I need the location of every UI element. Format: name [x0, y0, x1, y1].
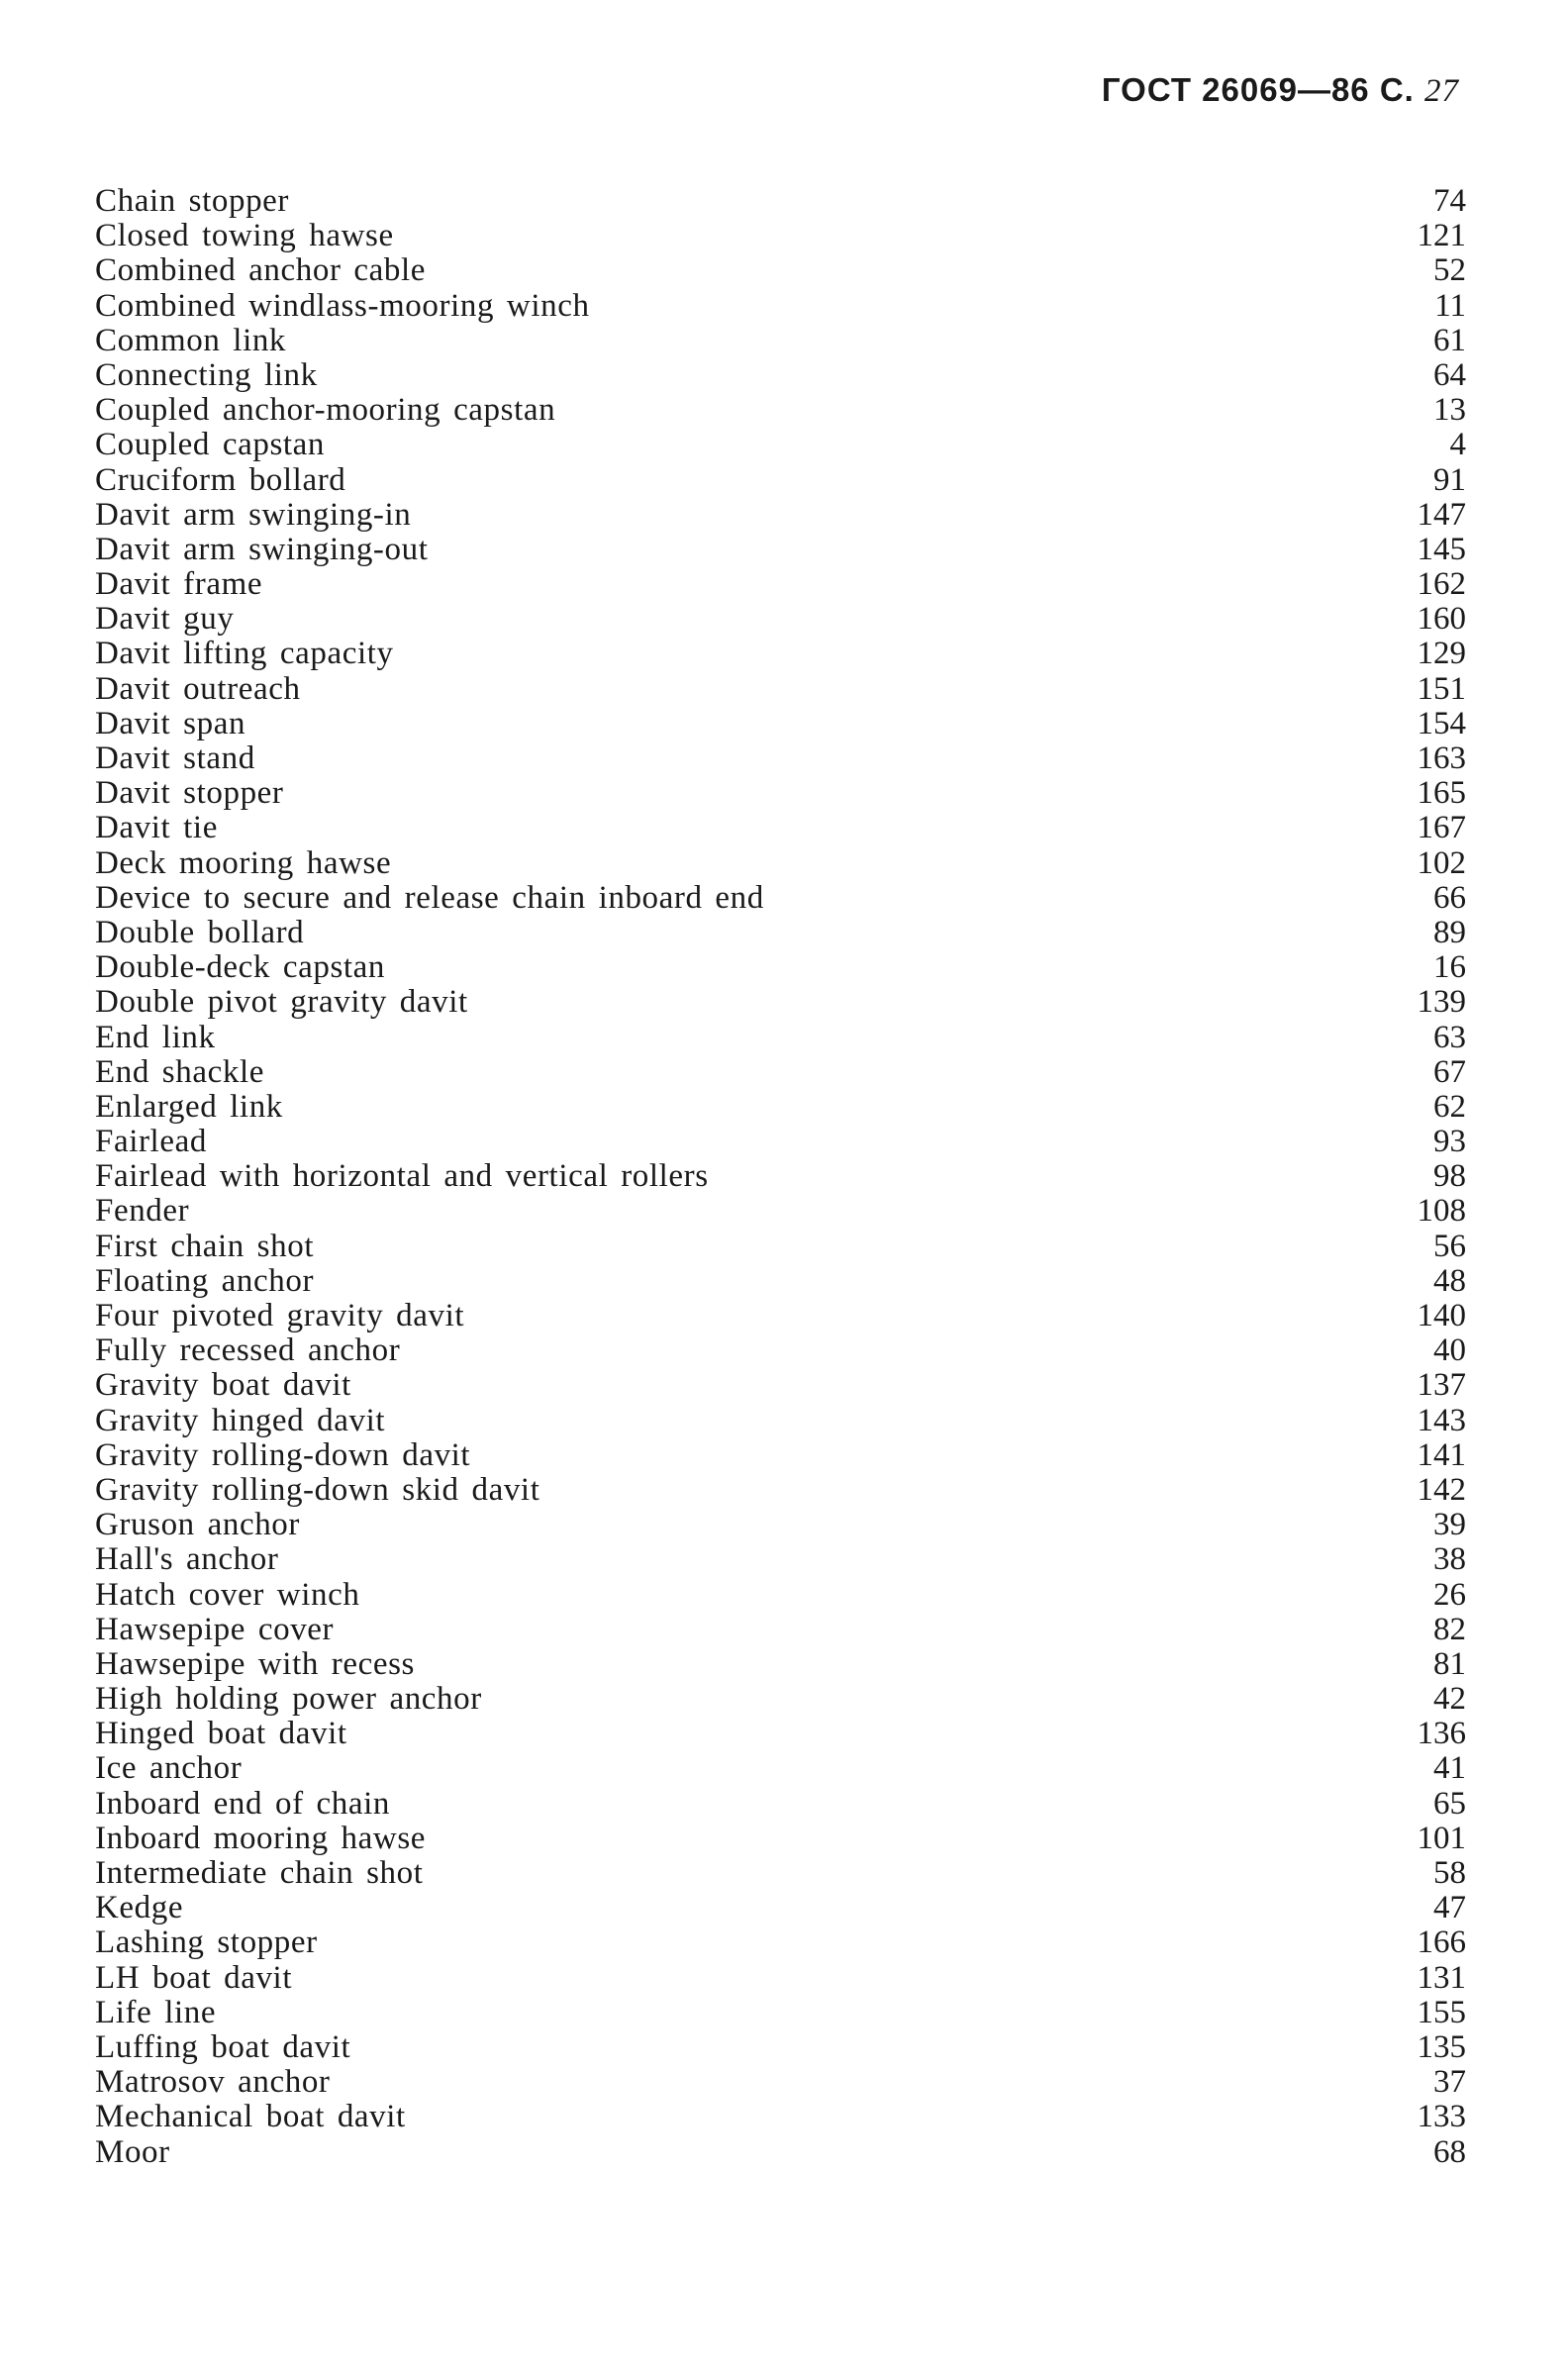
- index-entry: [95, 428, 1466, 462]
- entry-term: Gravity boat davit: [95, 1367, 351, 1404]
- entry-term: Inboard end of chain: [95, 1785, 390, 1822]
- entry-reference-number: 16: [1433, 949, 1466, 986]
- index-entry: [95, 567, 1466, 602]
- index-entry: [95, 1404, 1466, 1438]
- entry-term: Deck mooring hawse: [95, 844, 392, 881]
- entry-reference-number: 135: [1417, 2028, 1466, 2065]
- entry-term: Enlarged link: [95, 1088, 283, 1125]
- index-entry: [95, 1891, 1466, 1925]
- entry-reference-number: 48: [1433, 1262, 1466, 1299]
- entry-term: Fender: [95, 1193, 190, 1230]
- entry-reference-number: 68: [1433, 2133, 1466, 2170]
- index-entry: [95, 916, 1466, 950]
- entry-reference-number: 65: [1433, 1785, 1466, 1822]
- entry-term: Gravity rolling-down skid davit: [95, 1471, 540, 1508]
- index-entry: [95, 1856, 1466, 1891]
- entry-term: Double pivot gravity davit: [95, 984, 468, 1021]
- entry-term: Floating anchor: [95, 1262, 315, 1299]
- entry-term: Connecting link: [95, 356, 318, 393]
- entry-term: Davit tie: [95, 810, 218, 846]
- entry-term: Cruciform bollard: [95, 461, 346, 498]
- entry-reference-number: 58: [1433, 1855, 1466, 1891]
- entry-term: Hall's anchor: [95, 1541, 279, 1578]
- index-entry: [95, 1751, 1466, 1786]
- index-entry: [95, 2100, 1466, 2134]
- index-entry: [95, 881, 1466, 916]
- entry-term: Closed towing hawse: [95, 218, 394, 254]
- entry-reference-number: 131: [1417, 1959, 1466, 1996]
- entry-reference-number: 11: [1434, 287, 1466, 324]
- index-entry: [95, 463, 1466, 498]
- entry-reference-number: 41: [1433, 1750, 1466, 1787]
- entry-term: Davit span: [95, 705, 246, 741]
- entry-reference-number: 139: [1417, 984, 1466, 1021]
- index-entry: [95, 741, 1466, 776]
- index-entry: [95, 1508, 1466, 1542]
- entry-reference-number: 4: [1449, 427, 1466, 463]
- index-entry: [95, 707, 1466, 741]
- index-entry: [95, 1996, 1466, 2030]
- entry-term: End link: [95, 1019, 216, 1055]
- entry-reference-number: 163: [1417, 740, 1466, 776]
- entry-reference-number: 167: [1417, 810, 1466, 846]
- entry-term: Gruson anchor: [95, 1507, 300, 1543]
- index-entry: [95, 1125, 1466, 1159]
- entry-term: Davit stopper: [95, 775, 284, 812]
- entry-reference-number: 102: [1417, 844, 1466, 881]
- entry-term: Davit guy: [95, 601, 235, 638]
- entry-term: Gravity rolling-down davit: [95, 1436, 471, 1473]
- entry-term: Gravity hinged davit: [95, 1402, 386, 1438]
- index-entry: [95, 637, 1466, 671]
- entry-reference-number: 140: [1417, 1298, 1466, 1333]
- entry-term: Four pivoted gravity davit: [95, 1298, 465, 1333]
- index-entry: [95, 324, 1466, 358]
- entry-term: Coupled capstan: [95, 427, 326, 463]
- entry-reference-number: 133: [1417, 2099, 1466, 2135]
- entry-reference-number: 66: [1433, 879, 1466, 916]
- index-entry: [95, 1159, 1466, 1194]
- entry-reference-number: 61: [1433, 322, 1466, 358]
- index-entry: [95, 1194, 1466, 1229]
- entry-reference-number: 52: [1433, 252, 1466, 289]
- entry-reference-number: 166: [1417, 1924, 1466, 1961]
- entry-reference-number: 101: [1417, 1820, 1466, 1856]
- entry-term: Davit lifting capacity: [95, 636, 394, 672]
- entry-term: Davit frame: [95, 566, 263, 603]
- index-entry: [95, 1613, 1466, 1647]
- entry-reference-number: 37: [1433, 2064, 1466, 2101]
- entry-term: Hinged boat davit: [95, 1716, 347, 1752]
- index-entry: [95, 1333, 1466, 1368]
- entry-reference-number: 141: [1417, 1436, 1466, 1473]
- entry-reference-number: 147: [1417, 496, 1466, 533]
- entry-reference-number: 162: [1417, 566, 1466, 603]
- entry-reference-number: 40: [1433, 1332, 1466, 1369]
- entry-reference-number: 154: [1417, 705, 1466, 741]
- index-entry: [95, 219, 1466, 253]
- entry-reference-number: 165: [1417, 775, 1466, 812]
- index-entry: [95, 1925, 1466, 1960]
- index-entry: [95, 1368, 1466, 1403]
- entry-term: Combined windlass-mooring winch: [95, 287, 590, 324]
- entry-reference-number: 129: [1417, 636, 1466, 672]
- entry-term: Fully recessed anchor: [95, 1332, 401, 1369]
- entry-term: End shackle: [95, 1053, 264, 1090]
- index-entry: [95, 1021, 1466, 1055]
- entry-reference-number: 63: [1433, 1019, 1466, 1055]
- entry-reference-number: 98: [1433, 1158, 1466, 1195]
- entry-reference-number: 26: [1433, 1576, 1466, 1613]
- index-entry: [95, 1822, 1466, 1856]
- entry-term: Inboard mooring hawse: [95, 1820, 427, 1856]
- index-entry: [95, 1473, 1466, 1508]
- term-index-list: [95, 184, 1466, 2170]
- entry-term: Hatch cover winch: [95, 1576, 360, 1613]
- entry-reference-number: 151: [1417, 670, 1466, 707]
- entry-reference-number: 74: [1433, 183, 1466, 219]
- entry-reference-number: 67: [1433, 1053, 1466, 1090]
- entry-term: Ice anchor: [95, 1750, 243, 1787]
- index-entry: [95, 811, 1466, 845]
- entry-reference-number: 39: [1433, 1507, 1466, 1543]
- entry-reference-number: 13: [1433, 392, 1466, 429]
- entry-reference-number: 38: [1433, 1541, 1466, 1578]
- entry-term: Device to secure and release chain inboard end: [95, 879, 764, 916]
- entry-term: First chain shot: [95, 1228, 315, 1264]
- index-entry: [95, 184, 1466, 219]
- entry-reference-number: 145: [1417, 531, 1466, 567]
- index-entry: [95, 1578, 1466, 1613]
- index-entry: [95, 1264, 1466, 1299]
- index-entry: [95, 1647, 1466, 1682]
- entry-term: Davit arm swinging-out: [95, 531, 429, 567]
- entry-term: Hawsepipe with recess: [95, 1645, 415, 1682]
- entry-reference-number: 89: [1433, 914, 1466, 950]
- entry-term: Life line: [95, 1994, 217, 2030]
- entry-reference-number: 47: [1433, 1890, 1466, 1926]
- index-entry: [95, 1787, 1466, 1822]
- index-entry: [95, 2135, 1466, 2170]
- entry-term: Luffing boat davit: [95, 2028, 351, 2065]
- index-entry: [95, 672, 1466, 707]
- entry-term: Fairlead: [95, 1124, 207, 1160]
- entry-reference-number: 82: [1433, 1611, 1466, 1647]
- entry-term: Coupled anchor-mooring capstan: [95, 392, 556, 429]
- index-entry: [95, 602, 1466, 637]
- entry-term: Lashing stopper: [95, 1924, 318, 1961]
- index-entry: [95, 1090, 1466, 1125]
- entry-term: Kedge: [95, 1890, 184, 1926]
- index-entry: [95, 498, 1466, 533]
- entry-term: Common link: [95, 322, 287, 358]
- index-entry: [95, 985, 1466, 1020]
- index-entry: [95, 253, 1466, 288]
- index-entry: [95, 1299, 1466, 1333]
- page-prefix: С.: [1379, 71, 1415, 108]
- entry-reference-number: 142: [1417, 1471, 1466, 1508]
- entry-term: Chain stopper: [95, 183, 290, 219]
- index-entry: [95, 1682, 1466, 1717]
- entry-term: Double-deck capstan: [95, 949, 386, 986]
- index-entry: [95, 1230, 1466, 1264]
- page-header: [1102, 71, 1459, 110]
- entry-term: LH boat davit: [95, 1959, 293, 1996]
- index-entry: [95, 950, 1466, 985]
- index-entry: [95, 2030, 1466, 2065]
- index-entry: [95, 1055, 1466, 1090]
- entry-reference-number: 64: [1433, 356, 1466, 393]
- index-entry: [95, 1542, 1466, 1577]
- entry-reference-number: 155: [1417, 1994, 1466, 2030]
- index-entry: [95, 289, 1466, 324]
- entry-reference-number: 56: [1433, 1228, 1466, 1264]
- entry-reference-number: 160: [1417, 601, 1466, 638]
- entry-reference-number: 137: [1417, 1367, 1466, 1404]
- entry-reference-number: 136: [1417, 1716, 1466, 1752]
- index-entry: [95, 776, 1466, 811]
- entry-reference-number: 93: [1433, 1124, 1466, 1160]
- entry-term: Mechanical boat davit: [95, 2099, 406, 2135]
- entry-term: Davit arm swinging-in: [95, 496, 412, 533]
- index-entry: [95, 358, 1466, 393]
- index-entry: [95, 1717, 1466, 1751]
- entry-reference-number: 121: [1417, 218, 1466, 254]
- entry-term: Moor: [95, 2133, 170, 2170]
- index-entry: [95, 2065, 1466, 2100]
- entry-term: Double bollard: [95, 914, 305, 950]
- entry-term: Hawsepipe cover: [95, 1611, 335, 1647]
- index-entry: [95, 1961, 1466, 1996]
- entry-reference-number: 143: [1417, 1402, 1466, 1438]
- entry-reference-number: 62: [1433, 1088, 1466, 1125]
- entry-reference-number: 108: [1417, 1193, 1466, 1230]
- index-entry: [95, 1438, 1466, 1473]
- entry-term: Combined anchor cable: [95, 252, 426, 289]
- entry-term: Intermediate chain shot: [95, 1855, 424, 1891]
- index-entry: [95, 393, 1466, 428]
- standard-code: ГОСТ 26069—86: [1101, 71, 1370, 108]
- entry-reference-number: 42: [1433, 1681, 1466, 1718]
- entry-term: Davit stand: [95, 740, 255, 776]
- index-entry: [95, 533, 1466, 567]
- entry-term: Davit outreach: [95, 670, 301, 707]
- entry-reference-number: 91: [1433, 461, 1466, 498]
- entry-term: Matrosov anchor: [95, 2064, 331, 2101]
- entry-reference-number: 81: [1433, 1645, 1466, 1682]
- index-entry: [95, 846, 1466, 881]
- entry-term: Fairlead with horizontal and vertical rollers: [95, 1158, 709, 1195]
- page-number: 27: [1424, 73, 1459, 109]
- entry-term: High holding power anchor: [95, 1681, 482, 1718]
